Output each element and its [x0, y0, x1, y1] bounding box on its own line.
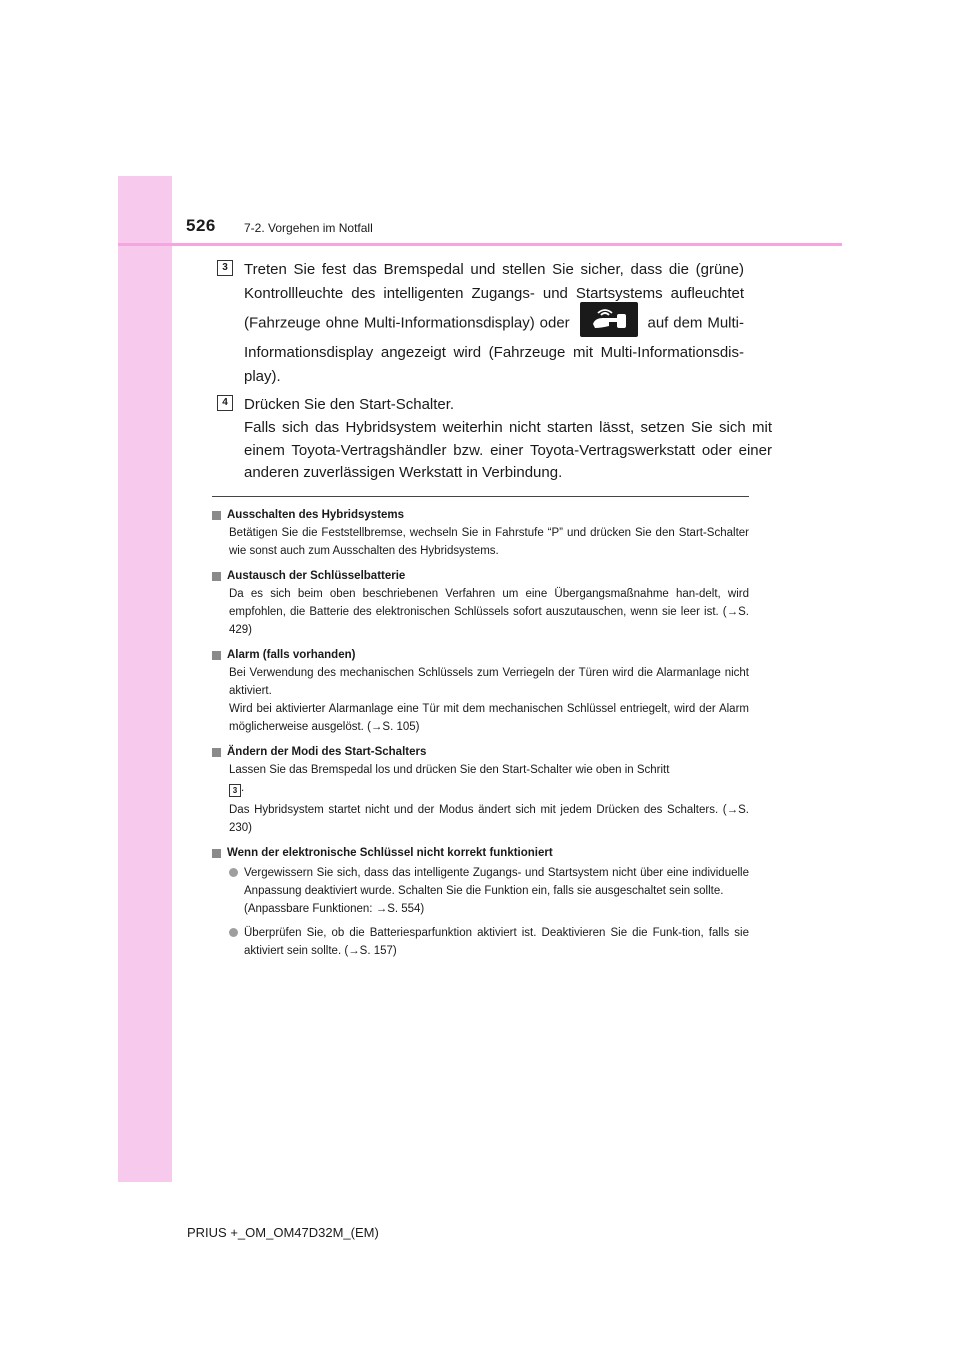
step-number-3: 3 [217, 260, 233, 276]
info-key-malfunction [212, 844, 749, 960]
divider [212, 496, 749, 497]
step-3-text [244, 258, 744, 389]
info-body: Lassen Sie das Bremspedal los und drücken Sie den Start-Schalter wie oben in Schritt 3 . [229, 764, 670, 795]
info-body: Betätigen Sie die Feststellbremse, wechseln Sie in Fahrstufe “P” und drücken Sie den Start-Schalter wie sonst auch zum Ausschalten des Hybridsystems. [229, 527, 749, 557]
side-band [118, 176, 172, 1182]
dot-bullet-icon [229, 928, 238, 937]
info-body-2: Wird bei aktivierter Alarmanlage eine Tür mit dem mechanischen Schlüssel entriegelt, wird der Alarm möglicherweise ausgelöst. (→S. 105) [229, 703, 749, 733]
follow-up-text: Falls sich das Hybridsystem weiterhin nicht starten lässt, setzen Sie sich mit einem Toyota-Vertragshändler bzw. einer Toyota-Vertragswerkstatt oder einer anderen zuverlässigen Werkstatt in Verbindung. [244, 419, 772, 481]
step-number-4: 4 [217, 395, 233, 411]
info-start-switch-modes [212, 743, 749, 837]
square-bullet-icon [212, 511, 221, 520]
header-rule [118, 243, 842, 246]
key-hand-indicator-icon [580, 302, 638, 337]
info-body: Da es sich beim oben beschriebenen Verfahren um eine Übergangsmaßnahme han-delt, wird empfohlen, die Batterie des elektronischen Schlüssels sofort auszutauschen, wenn sie leer ist. (→S. 429) [229, 588, 749, 636]
square-bullet-icon [212, 748, 221, 757]
info-title: Wenn der elektronische Schlüssel nicht korrekt funktioniert [212, 844, 749, 862]
page-number: 526 [186, 216, 216, 235]
section-title: 7-2. Vorgehen im Notfall [244, 221, 373, 235]
info-body-2: Das Hybridsystem startet nicht und der Modus ändert sich mit jedem Drücken des Schalters. (→S. 230) [229, 804, 749, 834]
inline-step-number: 3 [229, 784, 241, 797]
list-item: Vergewissern Sie sich, dass das intelligente Zugangs- und Startsystem nicht über eine individuelle Anpassung deaktiviert wurde. Schalten Sie die Funktion ein, falls sie ausgeschaltet sein sollte. (Anpassbare Funktionen: →S. 554) [212, 864, 749, 918]
info-body: Bei Verwendung des mechanischen Schlüssels zum Verriegeln der Türen wird die Alarmanlage nicht aktiviert. [229, 667, 749, 697]
info-title: Ändern der Modi des Start-Schalters [212, 743, 749, 761]
list-item: Überprüfen Sie, ob die Batteriesparfunktion aktiviert ist. Deaktivieren Sie die Funk-tion, falls sie aktiviert sein sollte. (→S. 157) [212, 924, 749, 960]
square-bullet-icon [212, 572, 221, 581]
step-3-text-after: auf dem Multi-Informationsdisplay angezeigt wird (Fahrzeuge mit Multi-Informationsdis-play). [244, 314, 744, 385]
info-title: Ausschalten des Hybridsystems [212, 506, 749, 524]
step-3-text-before: Treten Sie fest das Bremspedal und stellen Sie sicher, dass die (grüne) Kontrollleuchte des intelligenten Zugangs- und Startsystems aufleuchtet (Fahrzeuge ohne Multi-Informationsdisplay) oder [244, 261, 744, 332]
footer-document-code: PRIUS +_OM_OM47D32M_(EM) [187, 1225, 379, 1240]
info-alarm [212, 646, 749, 736]
dot-bullet-icon [229, 868, 238, 877]
info-title: Alarm (falls vorhanden) [212, 646, 749, 664]
square-bullet-icon [212, 651, 221, 660]
info-key-battery [212, 567, 749, 639]
step-4-text: Drücken Sie den Start-Schalter. [244, 396, 455, 413]
info-title: Austausch der Schlüsselbatterie [212, 567, 749, 585]
info-hybrid-off [212, 506, 749, 560]
square-bullet-icon [212, 849, 221, 858]
